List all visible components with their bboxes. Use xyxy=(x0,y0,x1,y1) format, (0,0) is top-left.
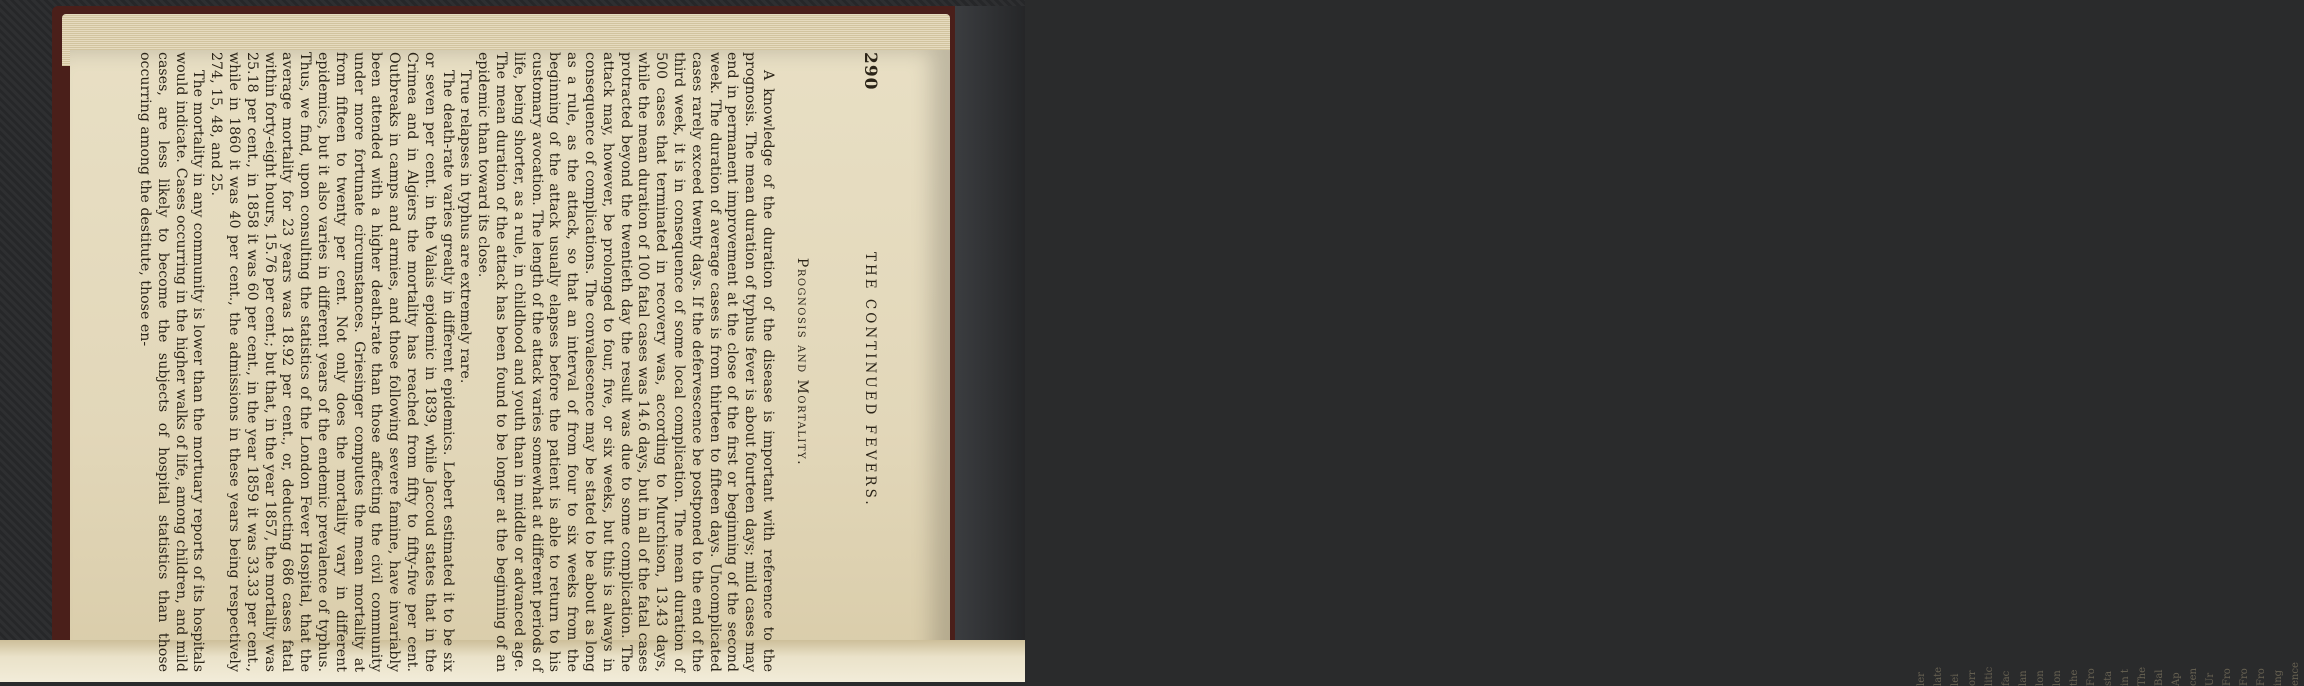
adjacent-page-fragment: Fro xyxy=(2086,668,2097,686)
adjacent-page-fragment: ing xyxy=(2273,669,2284,686)
running-title: THE CONTINUED FEVERS. xyxy=(862,252,878,508)
adjacent-page-fragment: lan xyxy=(2018,670,2029,686)
section-title: Prognosis and Mortality. xyxy=(794,257,810,467)
paragraph: A knowledge of the duration of the disease is important with reference to the prognosis. The mean duration of typhus fever is about fourteen days; mild cases may end in permanent improvement at the close of the first or beginning of the second week. The duration of average cases is from thirteen to fifteen days. Uncomplicated cases rarely exceed twenty days. If the defervescence be postponed to the end of the third week, it is in consequence of some local complication. The mean duration of 500 cases that terminated in recovery was, according to Murchison, 13.43 days, while the mean duration of 100 fatal cases was 14.6 days, but in all of the fatal cases protracted beyond the twentieth day the result was due to some complication. The attack may, however, be prolonged to four, five, or six weeks, but this is always in consequence of complications. The convalescence may be stated to be about as long as a rule, as the attack, so that an interval of from four to six weeks from the beginning of the attack usually elapses before the patient is able to return to his customary avocation. The length of the attack varies somewhat at different periods of life, being shorter, as a rule, in childhood and youth than in middle or advanced age. The mean duration of the attack has been found to be longer at the beginning of an epidemic than toward its close. xyxy=(475,52,776,672)
adjacent-page-edge xyxy=(955,6,2301,686)
page-number: 290 xyxy=(860,52,880,91)
paragraph: The death-rate varies greatly in different epidemics. Lebert estimated it to be six or seven per cent. in the Valais epidemic in 1839, while Jaccoud states that in the Crimea and in Algiers the mortality has reached from fifty to fifty-five per cent. Outbreaks in camps and armies, and those following severe famine, have invariably been attended with a higher death-rate than those affecting the civil community under more fortunate circumstances. Griesinger computes the mean mortality at from fifteen to twenty per cent. Not only does the mortality vary in different epidemics, but it also varies in different years of the endemic prevalence of typhus. Thus, we find, upon consulting the statistics of the London Fever Hospital, that the average mortality for 23 years was 18.92 per cent., or, deducting 686 cases fatal within forty-eight hours, 15.76 per cent.; but that, in the year 1857, the mortality was 25.18 per cent., in 1858 it was 60 per cent., in the year 1859 it was 33.33 per cent., while in 1860 it was 40 per cent., the admissions in these years being respectively 274, 15, 48, and 25. xyxy=(208,52,456,672)
adjacent-page-fragment: sta xyxy=(2103,670,2114,686)
adjacent-page-fragment: Fro xyxy=(2256,668,2267,686)
adjacent-page-fragment: Bal xyxy=(2154,669,2165,686)
page-content xyxy=(120,52,880,672)
adjacent-page-fragment: lon xyxy=(2035,670,2046,686)
body-text xyxy=(135,52,776,672)
adjacent-page-fragment: orr xyxy=(1967,670,1978,686)
adjacent-page-fragment: ence xyxy=(2290,662,2301,686)
adjacent-page-fragment: late xyxy=(1933,666,1944,686)
adjacent-page-fragment: The xyxy=(2137,666,2148,686)
running-head xyxy=(856,52,880,672)
adjacent-page-fragment: Ap xyxy=(2171,672,2182,686)
adjacent-page-fragment: cen xyxy=(2188,668,2199,686)
paragraph: True relapses in typhus are extremely rare. xyxy=(457,70,474,384)
adjacent-page-text xyxy=(1913,66,2301,686)
adjacent-page-fragment: litic xyxy=(1984,666,1995,686)
adjacent-page-fragment: in t xyxy=(2120,669,2131,686)
adjacent-page-fragment: the xyxy=(2069,669,2080,686)
adjacent-page-fragment: fac xyxy=(2001,670,2012,686)
adjacent-page-fragment: lei xyxy=(1950,673,1961,686)
adjacent-page-fragment: ler xyxy=(1916,672,1927,686)
adjacent-page-fragment: Fro xyxy=(2239,668,2250,686)
adjacent-page-fragment: Ur xyxy=(2205,672,2216,686)
adjacent-page-fragment: Fro xyxy=(2222,668,2233,686)
paragraph: The mortality in any community is lower than the mortuary reports of its hospitals would indicate. Cases occurring in the higher walks of life, among children, and mild cases, are less likely to become the subjects of hospital statistics than those occurring among the destitute, those en- xyxy=(137,52,207,672)
adjacent-page-fragment: lon xyxy=(2052,670,2063,686)
